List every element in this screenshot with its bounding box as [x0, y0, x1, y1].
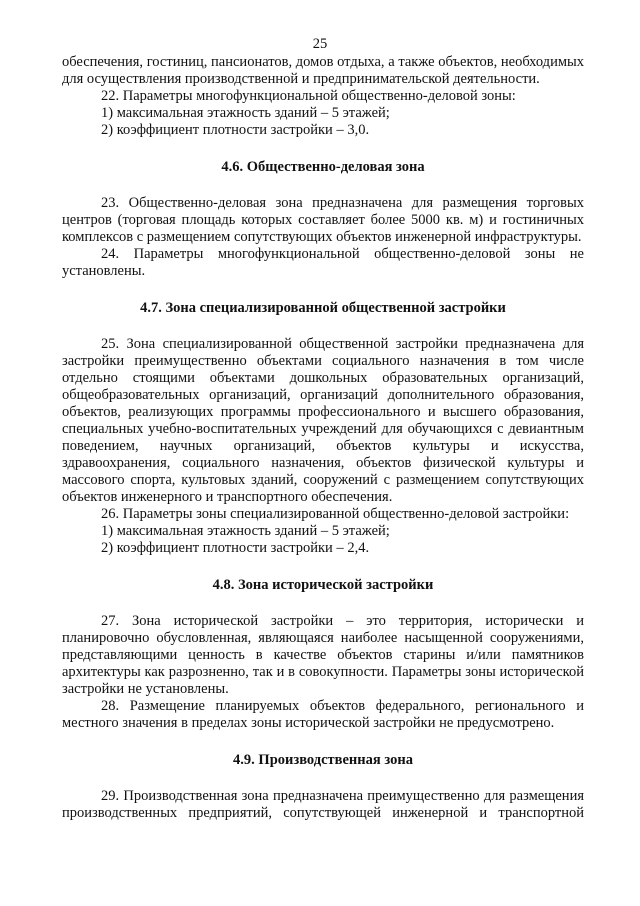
section-heading: 4.6. Общественно-деловая зона: [221, 159, 425, 175]
section-spacer: [62, 594, 584, 613]
section-heading: 4.7. Зона специализированной общественной застройки: [140, 300, 506, 316]
section-spacer: [62, 176, 584, 195]
paragraph: 1) максимальная этажность зданий – 5 этажей;: [101, 523, 390, 539]
document-body: [62, 54, 584, 822]
paragraph: обеспечения, гостиниц, пансионатов, домов отдыха, а также объектов, необходимых для осуществления производственной и предпринимательской деятельности.: [62, 54, 584, 87]
paragraph: 23. Общественно-деловая зона предназначена для размещения торговых центров (торговая площадь которых составляет более 5000 кв. м) и гостиничных комплексов с размещением сопутствующих объектов инженерной инфраструктуры.: [62, 195, 584, 245]
paragraph: 26. Параметры зоны специализированной общественно-деловой застройки:: [101, 506, 570, 522]
paragraph: 24. Параметры многофункциональной общественно-деловой зоны не установлены.: [62, 246, 584, 279]
paragraph: 22. Параметры многофункциональной общественно-деловой зоны:: [101, 88, 516, 104]
section-spacer: [62, 280, 584, 300]
section-spacer: [62, 769, 584, 788]
section-spacer: [62, 557, 584, 577]
paragraph: 29. Производственная зона предназначена преимущественно для размещения производственных предприятий, сопутствующей инженерной и транспортной: [62, 788, 584, 821]
paragraph: 2) коэффициент плотности застройки – 2,4.: [101, 540, 370, 556]
section-heading: 4.8. Зона исторической застройки: [212, 577, 434, 593]
paragraph: 27. Зона исторической застройки – это территория, исторически и планировочно обусловленная, являющаяся наиболее насыщенной сооружениями, представляющими ценность в качестве объектов старины и/или памятников архитектуры как разрозненно, так и в совокупности. Параметры зоны исторической застройки не установлены.: [62, 613, 584, 697]
paragraph: 1) максимальная этажность зданий – 5 этажей;: [101, 105, 390, 121]
section-heading: 4.9. Производственная зона: [233, 752, 413, 768]
section-spacer: [62, 732, 584, 752]
paragraph: 2) коэффициент плотности застройки – 3,0.: [101, 122, 370, 138]
section-spacer: [62, 317, 584, 336]
page-number: 25: [312, 36, 328, 52]
section-spacer: [62, 139, 584, 159]
paragraph: 28. Размещение планируемых объектов федерального, регионального и местного значения в пределах зоны исторической застройки не предусмотрено.: [62, 698, 584, 731]
paragraph: 25. Зона специализированной общественной застройки предназначена для застройки преимущественно объектами социального назначения в том числе отдельно стоящими объектами дошкольных образовательных организаций, общеобразовательных организаций, организаций дополнительного образования, объектов, реализующих программы профессионального и высшего образования, специальных учебно-воспитательных учреждений для обучающихся с девиантным поведением, научных организаций, объектов культуры и искусства, здравоохранения, социального назначения, объектов физической культуры и массового спорта, культовых зданий, сооружений с размещением сопутствующих объектов инженерного и транспортного обеспечения.: [62, 336, 584, 505]
